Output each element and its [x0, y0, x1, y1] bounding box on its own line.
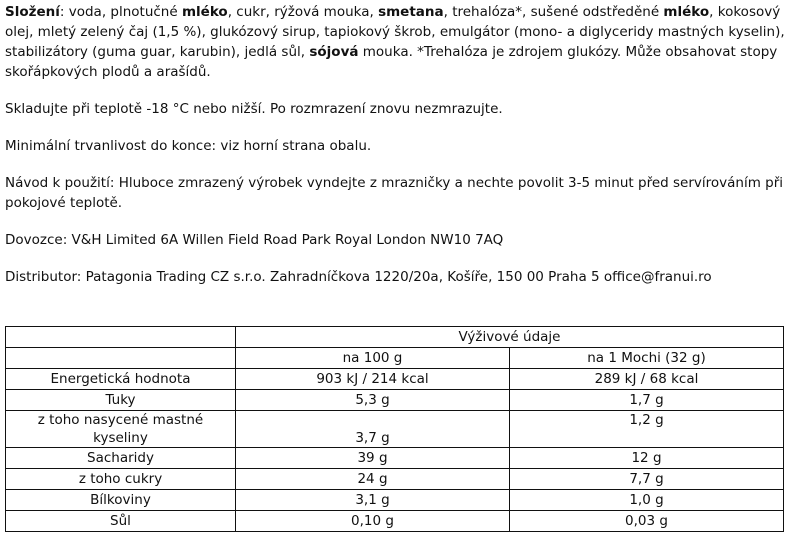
row-label: z toho nasycené mastné kyseliny	[6, 411, 236, 448]
distributor-text: Distributor: Patagonia Trading CZ s.r.o. Zahradníčkova 1220/20a, Košíře, 150 00 Praha 5 office@franui.ro	[5, 269, 712, 285]
allergen-cream: smetana	[378, 4, 444, 20]
table-row	[6, 448, 784, 469]
row-per-portion: 12 g	[510, 448, 784, 469]
shelf-life-text: Minimální trvanlivost do konce: viz horní strana obalu.	[5, 138, 372, 154]
row-per100: 3,7 g	[236, 411, 510, 448]
ingredients-paragraph	[5, 2, 795, 82]
row-per-portion: 1,7 g	[510, 390, 784, 411]
table-title: Výživové údaje	[236, 327, 784, 348]
row-per100: 903 kJ / 214 kcal	[236, 369, 510, 390]
allergen-soy: sójová	[309, 44, 359, 60]
row-per-portion: 1,2 g	[510, 411, 784, 448]
row-per100: 0,10 g	[236, 511, 510, 532]
table-row	[6, 469, 784, 490]
table-header-row	[6, 348, 784, 369]
table-header-empty	[6, 348, 236, 369]
header-per-100g: na 100 g	[236, 348, 510, 369]
table-title-row	[6, 327, 784, 348]
table-row	[6, 490, 784, 511]
table-row	[6, 390, 784, 411]
row-label: Tuky	[6, 390, 236, 411]
row-per-portion: 289 kJ / 68 kcal	[510, 369, 784, 390]
row-per100: 24 g	[236, 469, 510, 490]
allergen-milk: mléko	[663, 4, 710, 20]
table-row	[6, 369, 784, 390]
importer-text: Dovozce: V&H Limited 6A Willen Field Road Park Royal London NW10 7AQ	[5, 232, 504, 248]
row-label: Sacharidy	[6, 448, 236, 469]
ingredients-text: , cukr, rýžová mouka,	[227, 4, 379, 20]
ingredients-text: : voda, plnotučné	[59, 4, 182, 20]
row-per-portion: 0,03 g	[510, 511, 784, 532]
row-per-portion: 7,7 g	[510, 469, 784, 490]
row-label: Sůl	[6, 511, 236, 532]
allergen-milk: mléko	[181, 4, 228, 20]
ingredients-text: , kokosový olej, mletý zelený čaj (1,5 %), glukózový sirup, tapiokový škrob, emulgátor (mono- a diglyceridy mastných kyselin), stabilizátory (guma guar, karubin), jedlá sůl,	[5, 4, 785, 60]
row-per100: 39 g	[236, 448, 510, 469]
table-row	[6, 411, 784, 448]
label-text	[5, 0, 795, 304]
row-label: Energetická hodnota	[6, 369, 236, 390]
ingredients-label: Složení	[5, 4, 60, 20]
storage-text: Skladujte při teplotě -18 °C nebo nižší. Po rozmrazení znovu nezmrazujte.	[5, 101, 503, 117]
row-per100: 3,1 g	[236, 490, 510, 511]
row-per100: 5,3 g	[236, 390, 510, 411]
ingredients-text: mouka. *Trehalóza je zdrojem glukózy. Může obsahovat stopy skořápkových plodů a arašídů.	[5, 44, 778, 80]
instructions-text: Návod k použití: Hluboce zmrazený výrobek vyndejte z mrazničky a nechte povolit 3-5 minut před servírováním při pokojové teplotě.	[5, 175, 784, 211]
ingredients-text: , trehalóza*, sušené odstředěné	[443, 4, 664, 20]
row-label: Bílkoviny	[6, 490, 236, 511]
row-per-portion: 1,0 g	[510, 490, 784, 511]
table-corner-cell	[6, 327, 236, 348]
header-per-portion: na 1 Mochi (32 g)	[510, 348, 784, 369]
table-row	[6, 511, 784, 532]
nutrition-table	[5, 326, 784, 532]
row-label: z toho cukry	[6, 469, 236, 490]
